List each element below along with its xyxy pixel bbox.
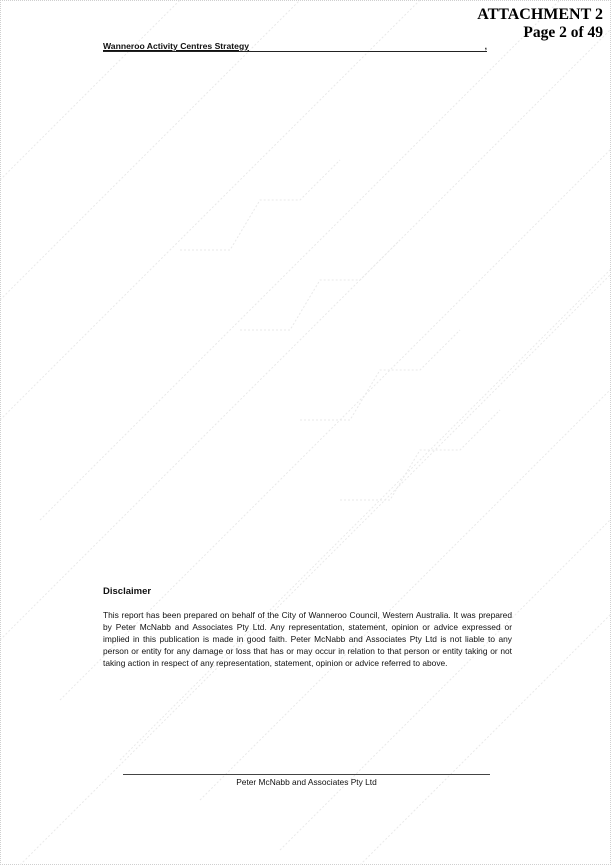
footer-rule [123,774,490,775]
document-title: Wanneroo Activity Centres Strategy [103,41,249,51]
attachment-title: ATTACHMENT 2 [477,6,603,23]
page-number: Page 2 of 49 [523,24,603,41]
footer-company: Peter McNabb and Associates Pty Ltd [236,777,377,787]
header-trailing-mark: , [484,41,487,51]
running-header [103,41,487,52]
disclaimer-heading: Disclaimer [103,586,152,597]
attachment-label [477,6,603,42]
disclaimer-body: This report has been prepared on behalf of the City of Wanneroo Council, Western Australia. It was prepared by Peter McNabb and Associates Pty Ltd. Any representation, statement, opinion or advice expressed or implied in this publication is made in good faith. Peter McNabb and Associates Pty Ltd is not liable to any person or entity for any damage or loss that has or may occur in relation to that person or entity taking or not taking action in respect of any representation, statement, opinion or advice referred to above. [103,610,512,668]
